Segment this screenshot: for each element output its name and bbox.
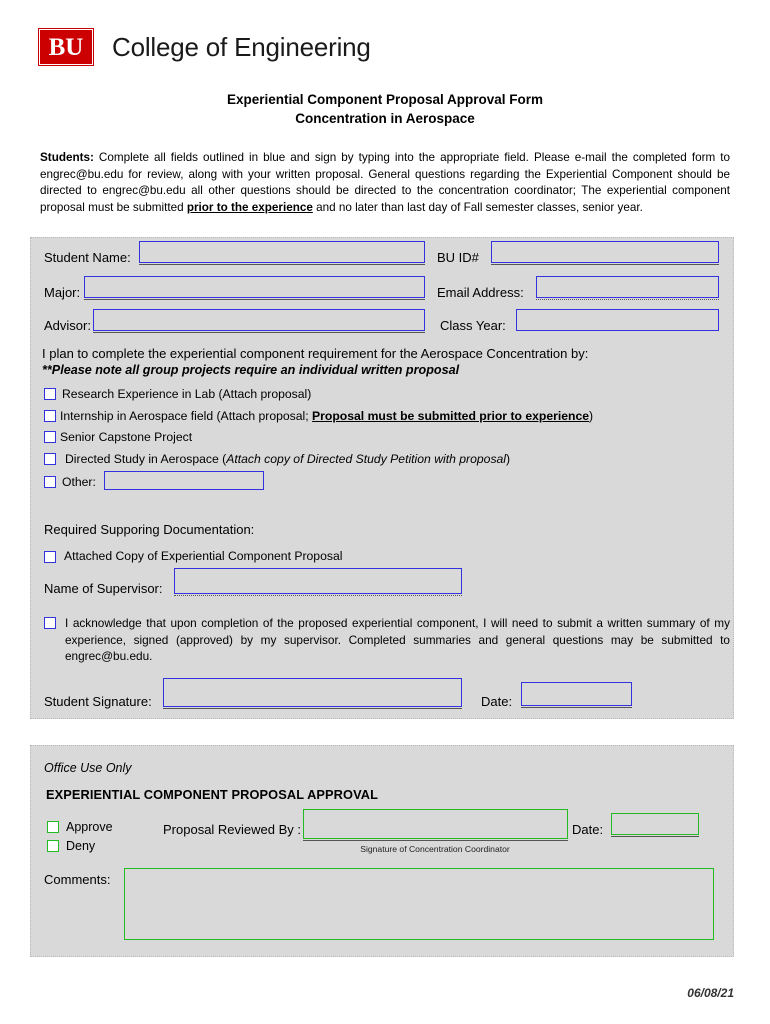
supervisor-input[interactable]: [174, 568, 462, 594]
office-date-input[interactable]: [611, 813, 699, 835]
instructions-body-1: Complete all fields outlined in blue and sign by typing into the appropriate field. Please e-mail the completed form to engrec@bu.edu for review, along with your written proposal. General questions regarding the Experiential Component should be directed to engrec@bu.edu all other questions should be directed to the concentration coordinator; The experiential component proposal must be submitted: [40, 151, 730, 214]
reviewed-by-input[interactable]: [303, 809, 568, 839]
option-senior-capstone-label: Senior Capstone Project: [60, 430, 193, 444]
plan-note-text: **Please note all group projects require an individual written proposal: [42, 363, 460, 377]
checkbox-senior-capstone[interactable]: [44, 431, 56, 443]
checkbox-attached-copy[interactable]: [44, 551, 56, 563]
option-directed-study-label: [65, 452, 510, 467]
email-rule: [536, 299, 719, 300]
approve-label: Approve: [66, 820, 113, 834]
acknowledgement-text: I acknowledge that upon completion of the proposed experiential component, I will need to submit a written summary of my experience, signed (approved) by my supervisor. Completed summaries and general questions may be submitted to engrec@bu.edu.: [65, 616, 730, 663]
page-header: [38, 28, 371, 66]
office-date-label: Date:: [572, 822, 604, 837]
option-internship-label: [60, 409, 593, 424]
email-input[interactable]: [536, 276, 719, 298]
page-title: [0, 90, 770, 128]
checkbox-approve[interactable]: [47, 821, 59, 833]
bu-logo: [38, 28, 94, 66]
major-rule: [84, 299, 425, 300]
reviewed-by-rule: [303, 840, 568, 841]
option-internship-pre: Internship in Aerospace field (Attach proposal;: [60, 409, 313, 423]
checkbox-deny[interactable]: [47, 840, 59, 852]
instructions-emphasis: prior to the experience: [186, 200, 313, 214]
bu-id-label: BU ID#: [437, 250, 479, 265]
option-directed-study-italic: Attach copy of Directed Study Petition with proposal: [226, 452, 507, 466]
class-year-input[interactable]: [516, 309, 719, 331]
option-directed-study-pre: Directed Study in Aerospace (: [65, 452, 227, 466]
major-input[interactable]: [84, 276, 425, 298]
supporting-docs-heading: Required Supporing Documentation:: [44, 522, 255, 537]
attached-copy-label: Attached Copy of Experiential Component Proposal: [64, 549, 343, 563]
office-date-rule: [611, 836, 699, 837]
option-internship-emphasis: Proposal must be submitted prior to experience: [312, 409, 590, 423]
option-other-input[interactable]: [104, 471, 264, 490]
option-internship-post: ): [589, 409, 594, 423]
checkbox-research-experience[interactable]: [44, 388, 56, 400]
email-label: Email Address:: [437, 285, 524, 300]
class-year-label: Class Year:: [440, 318, 506, 333]
student-name-input[interactable]: [139, 241, 425, 263]
student-signature-input[interactable]: [163, 678, 462, 707]
approval-title: EXPERIENTIAL COMPONENT PROPOSAL APPROVAL: [46, 787, 379, 802]
plan-intro-text: I plan to complete the experiential component requirement for the Aerospace Concentration by:: [42, 346, 589, 361]
option-directed-study-post: ): [506, 452, 511, 466]
comments-input[interactable]: [124, 868, 714, 940]
school-name: College of Engineering: [112, 31, 371, 62]
supervisor-rule: [174, 595, 462, 596]
instructions-label: Students:: [40, 151, 94, 164]
signature-date-input[interactable]: [521, 682, 632, 706]
student-signature-rule: [163, 708, 462, 709]
form-title-line-1: Experiential Component Proposal Approval Form: [226, 92, 544, 107]
instructions-body-2: and no later than last day of Fall semester classes, senior year.: [312, 200, 643, 214]
checkbox-other[interactable]: [44, 476, 56, 488]
instructions-paragraph: [40, 150, 730, 216]
reviewed-by-label: Proposal Reviewed By :: [163, 822, 302, 837]
student-name-label: Student Name:: [44, 250, 131, 265]
advisor-rule: [93, 332, 425, 333]
checkbox-directed-study[interactable]: [44, 453, 56, 465]
bu-logo-text: BU: [39, 29, 93, 65]
option-other-label: Other:: [62, 475, 96, 489]
deny-label: Deny: [66, 839, 96, 853]
bu-id-rule: [491, 264, 719, 265]
advisor-label: Advisor:: [44, 318, 91, 333]
option-research-experience-label: Research Experience in Lab (Attach proposal): [62, 387, 312, 401]
major-label: Major:: [44, 285, 81, 300]
office-use-heading: Office Use Only: [44, 761, 132, 775]
student-signature-label: Student Signature:: [44, 694, 152, 709]
reviewed-by-caption: Signature of Concentration Coordinator: [360, 844, 510, 854]
revision-date: 06/08/21: [687, 986, 734, 1000]
supervisor-label: Name of Supervisor:: [44, 581, 163, 596]
signature-date-label: Date:: [481, 694, 513, 709]
advisor-input[interactable]: [93, 309, 425, 331]
checkbox-internship[interactable]: [44, 410, 56, 422]
bu-id-input[interactable]: [491, 241, 719, 263]
signature-date-rule: [521, 707, 632, 708]
comments-label: Comments:: [44, 872, 111, 887]
checkbox-acknowledgement[interactable]: [44, 617, 56, 629]
student-name-rule: [139, 264, 425, 265]
form-title-line-2: Concentration in Aerospace: [295, 111, 475, 126]
